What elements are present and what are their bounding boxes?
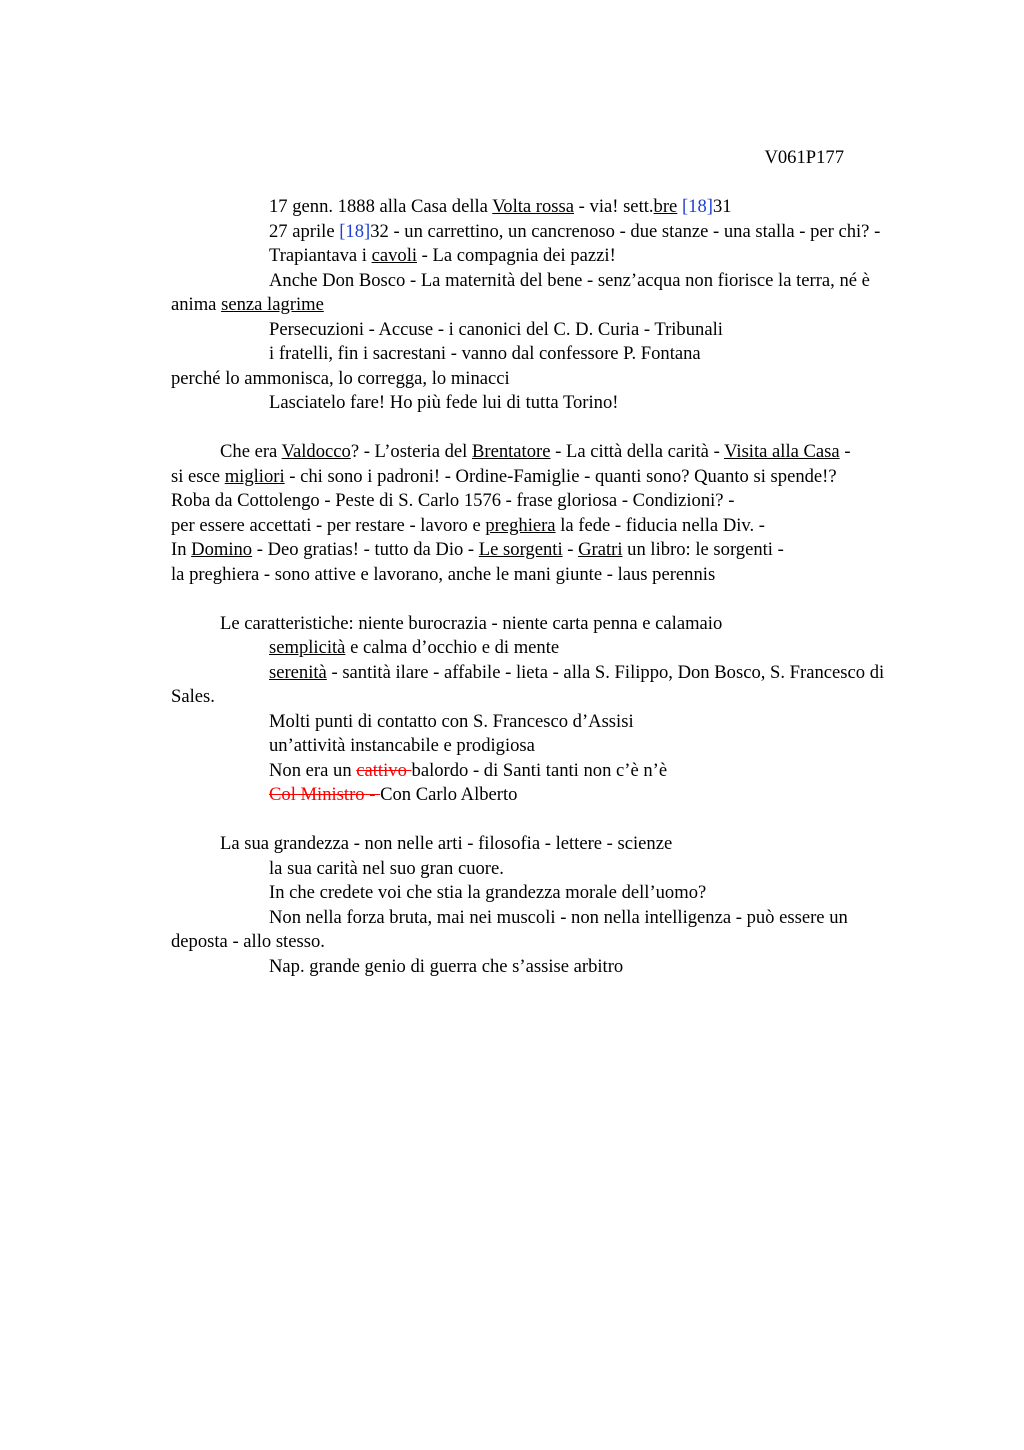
paragraph	[171, 342, 906, 367]
paragraph-gap	[171, 416, 906, 441]
paragraph	[171, 906, 906, 955]
text-run: la sua carità nel suo gran cuore.	[269, 857, 504, 879]
text-run: In	[171, 539, 192, 560]
text-run: In che credete voi che stia la grandezza morale dell’uomo?	[269, 882, 707, 903]
text-run: si esce	[171, 465, 225, 487]
deleted-text: Col Ministro -	[269, 784, 381, 805]
text-run: -	[839, 441, 851, 462]
paragraph	[171, 269, 906, 318]
text-run: Molti punti di contatto con S. Francesco d’Assisi	[269, 710, 634, 732]
text-run: Persecuzioni - Accuse - i canonici del C. D. Curia - Tribunali	[269, 318, 723, 340]
text-run: 32 - un carrettino, un cancrenoso - due stanze - una stalla - per chi? -	[370, 220, 881, 242]
document-body	[171, 195, 906, 979]
page-id: V061P177	[764, 147, 844, 168]
paragraph	[171, 955, 906, 980]
text-run: perché lo ammonisca, lo corregga, lo minacci	[171, 367, 510, 389]
paragraph	[171, 759, 906, 784]
paragraph	[171, 734, 906, 759]
text-run: La sua grandezza - non nelle arti - filosofia - lettere - scienze	[220, 833, 673, 854]
text-run: Con Carlo Alberto	[380, 784, 518, 805]
underlined-text: Valdocco	[281, 441, 351, 462]
underlined-text: Le sorgenti	[478, 539, 563, 560]
underlined-text: cavoli	[371, 245, 418, 266]
underlined-text: Visita alla Casa	[724, 441, 840, 462]
text-run: un libro: le sorgenti -	[622, 539, 784, 560]
paragraph	[171, 661, 906, 710]
text-run: - chi sono i padroni! - Ordine-Famiglie - quanti sono? Quanto si spende!?	[284, 465, 837, 487]
text-run: 31	[712, 196, 732, 217]
paragraph-gap	[171, 808, 906, 833]
paragraph	[171, 318, 906, 343]
text-run: - La città della carità -	[550, 441, 725, 462]
underlined-text: serenità	[269, 661, 327, 683]
underlined-text: semplicità	[269, 637, 346, 658]
paragraph	[171, 832, 906, 857]
paragraph	[171, 195, 906, 220]
paragraph	[171, 514, 906, 539]
text-run: un’attività instancabile e prodigiosa	[269, 735, 535, 756]
paragraph	[171, 391, 906, 416]
text-run: Roba da Cottolengo - Peste di S. Carlo 1576 - frase gloriosa - Condizioni? -	[171, 490, 735, 511]
paragraph	[171, 220, 906, 245]
paragraph-gap	[171, 587, 906, 612]
paragraph	[171, 636, 906, 661]
text-run: - Deo gratias! - tutto da Dio -	[252, 539, 479, 560]
text-run: balordo - di Santi tanti non c’è n’è	[411, 759, 668, 781]
paragraph	[171, 440, 906, 465]
text-run: 27 aprile	[269, 220, 340, 242]
paragraph	[171, 489, 906, 514]
editorial-insertion: [18]	[681, 196, 713, 217]
text-run: Non era un	[269, 759, 357, 781]
underlined-text: Domino	[191, 539, 253, 560]
editorial-insertion: [18]	[339, 220, 371, 242]
paragraph	[171, 710, 906, 735]
underlined-text: migliori	[224, 465, 285, 487]
text-run: -	[562, 539, 579, 560]
text-run: Nap. grande genio di guerra che s’assise arbitro	[269, 955, 624, 977]
text-run: i fratelli, fin i sacrestani - vanno dal confessore P. Fontana	[269, 343, 701, 364]
text-run: la preghiera - sono attive e lavorano, anche le mani giunte - laus perennis	[171, 563, 716, 585]
paragraph	[171, 244, 906, 269]
underlined-text: Brentatore	[471, 441, 551, 462]
text-run: e calma d’occhio e di mente	[345, 637, 560, 658]
paragraph	[171, 465, 906, 490]
paragraph	[171, 367, 906, 392]
underlined-text: Volta rossa	[492, 196, 575, 217]
underlined-text: bre	[653, 196, 678, 217]
text-run: Le caratteristiche: niente burocrazia - niente carta penna e calamaio	[220, 612, 723, 634]
paragraph	[171, 563, 906, 588]
text-run: la fede - fiducia nella Div. -	[555, 514, 765, 536]
text-run: per essere accettati - per restare - lavoro e	[171, 514, 486, 536]
text-run: - santità ilare - affabile - lieta - alla S. Filippo, Don Bosco, S. Francesco di Sales.	[171, 661, 885, 707]
text-run: Lasciatelo fare! Ho più fede lui di tutta Torino!	[269, 392, 619, 413]
text-run: Che era	[220, 441, 282, 462]
text-run: Non nella forza bruta, mai nei muscoli - non nella intelligenza - può essere un deposta - allo stesso.	[171, 906, 848, 952]
text-run: - La compagnia dei pazzi!	[417, 245, 616, 266]
paragraph	[171, 857, 906, 882]
text-run: ? - L’osteria del	[350, 441, 472, 462]
text-run: 17 genn. 1888 alla Casa della	[269, 196, 493, 217]
paragraph	[171, 612, 906, 637]
text-run: - via! sett.	[574, 196, 654, 217]
paragraph	[171, 783, 906, 808]
underlined-text: Gratri	[578, 539, 623, 560]
deleted-text: cattivo	[356, 759, 412, 781]
underlined-text: senza lagrime	[221, 294, 324, 315]
paragraph	[171, 538, 906, 563]
text-run: Trapiantava i	[269, 245, 372, 266]
paragraph	[171, 881, 906, 906]
text-run: Anche Don Bosco - La maternità del bene - senz’acqua non fiorisce la terra, né è anima	[171, 269, 870, 315]
underlined-text: preghiera	[485, 514, 556, 536]
